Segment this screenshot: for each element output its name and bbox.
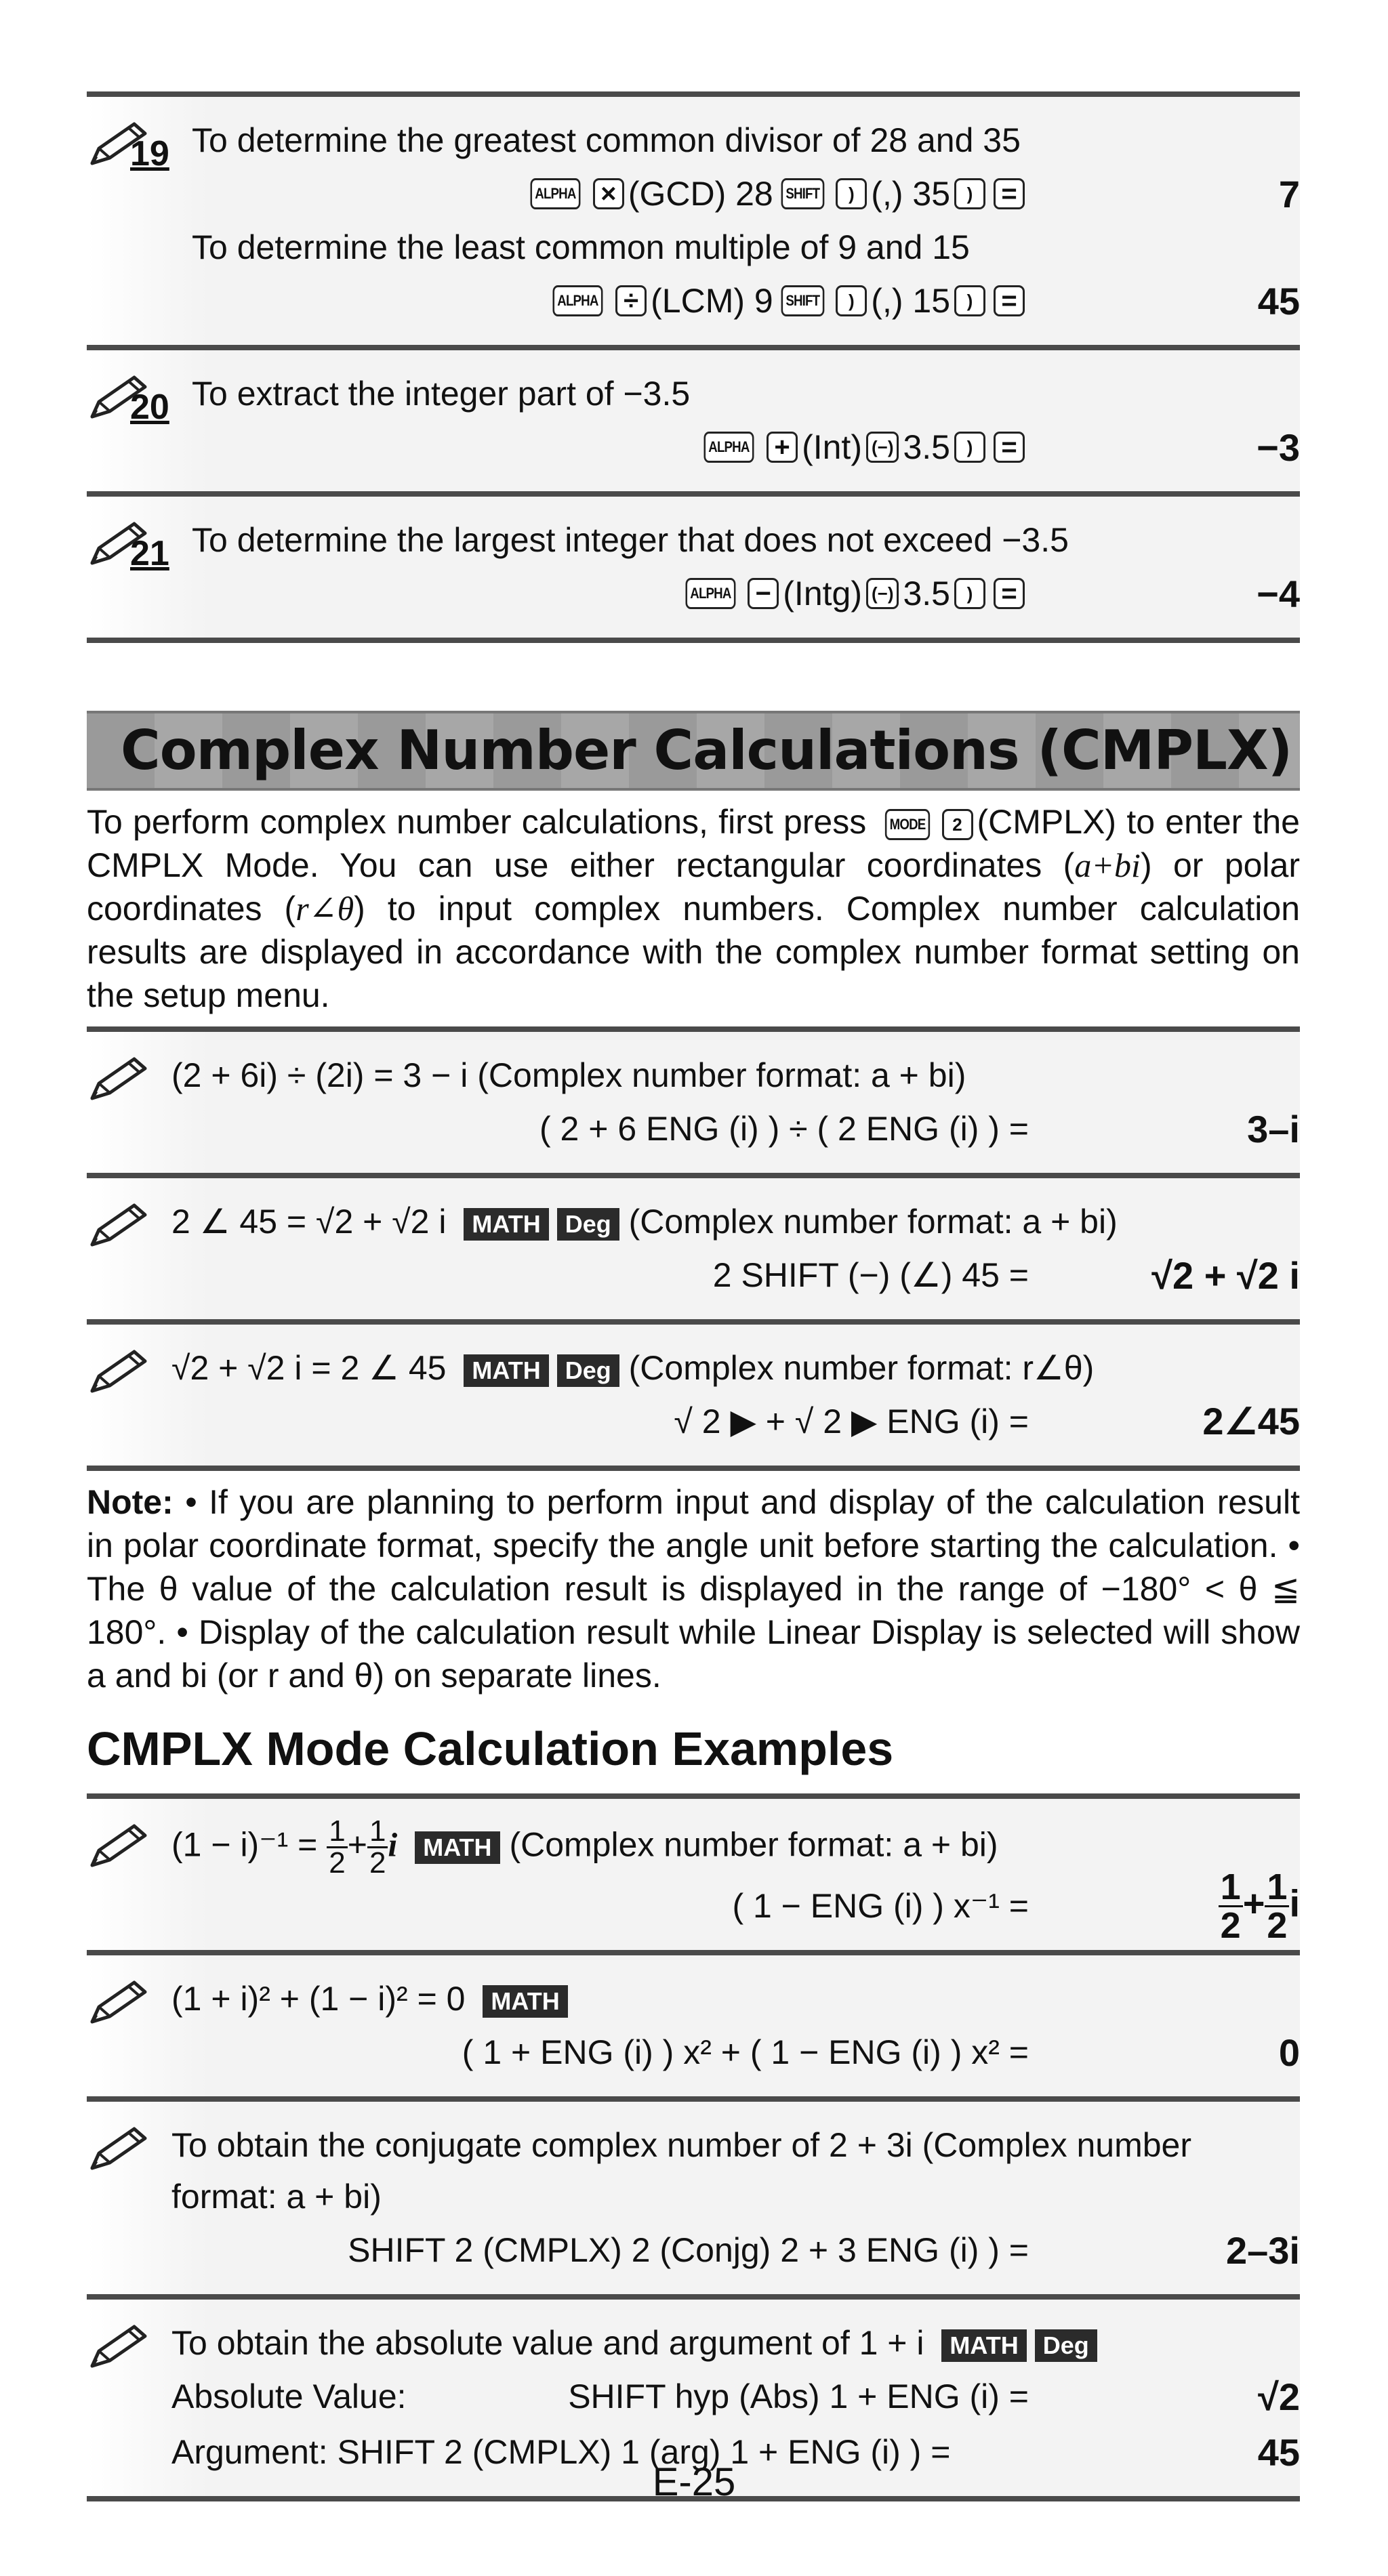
divider bbox=[87, 1950, 1300, 1955]
format-note: (Complex number format: a + bi) bbox=[628, 1203, 1118, 1241]
intro-math: a+bi bbox=[1074, 846, 1141, 884]
alpha-key: ALPHA bbox=[685, 578, 735, 609]
intro-text: (CMPLX) to enter the CMPLX Mode. You can use either rectangular coordinates ( bbox=[87, 803, 1300, 884]
key-text: ( 1 + ENG (i) ) x² + ( 1 − ENG (i) ) x² = bbox=[462, 2033, 1029, 2071]
paren-key: ) bbox=[954, 578, 985, 609]
key-sequence bbox=[192, 566, 1300, 621]
two-key: 2 bbox=[942, 809, 973, 840]
key-text: SHIFT 2 (CMPLX) 1 (arg) 1 + ENG (i) ) = bbox=[337, 2433, 951, 2471]
paren-key: ) bbox=[954, 178, 985, 209]
pencil-icon bbox=[87, 1980, 155, 2027]
denominator: 2 bbox=[369, 1846, 386, 1879]
divider bbox=[87, 1173, 1300, 1178]
example-description bbox=[171, 2317, 1300, 2369]
pencil-icon bbox=[87, 2126, 155, 2174]
pencil-icon bbox=[87, 2324, 155, 2371]
result: −4 bbox=[1257, 572, 1300, 615]
deg-badge: Deg bbox=[557, 1208, 619, 1241]
deg-badge: Deg bbox=[1035, 2329, 1097, 2362]
key-text: (Int) bbox=[802, 428, 862, 466]
key-text: (Intg) bbox=[783, 575, 862, 612]
key-text: (LCM) 9 bbox=[651, 282, 773, 320]
shift-key: SHIFT bbox=[781, 178, 823, 209]
cmplx-example-2 bbox=[87, 1955, 1300, 2096]
cmplx-example-3 bbox=[87, 2102, 1300, 2294]
result: 7 bbox=[1278, 172, 1300, 215]
example-19 bbox=[87, 97, 1300, 345]
key-sequence bbox=[171, 1101, 1300, 1157]
key-text: ( 2 + 6 ENG (i) ) ÷ ( 2 ENG (i) ) = bbox=[539, 1110, 1029, 1148]
key-text: SHIFT hyp (Abs) 1 + ENG (i) = bbox=[568, 2377, 1029, 2415]
key-sequence bbox=[192, 166, 1300, 222]
result: √2 + √2 i bbox=[1151, 1253, 1300, 1297]
key-sequence bbox=[171, 1247, 1300, 1303]
format-note: (Complex number format: r∠θ) bbox=[628, 1349, 1095, 1387]
mode-key: MODE bbox=[884, 809, 929, 840]
example-number: 21 bbox=[130, 534, 169, 573]
subheading: CMPLX Mode Calculation Examples bbox=[87, 1722, 894, 1775]
key-sequence bbox=[171, 2024, 1300, 2080]
alpha-key: ALPHA bbox=[704, 432, 754, 463]
example-description bbox=[171, 1050, 1300, 1101]
divider bbox=[87, 1466, 1300, 1471]
paren-key: ) bbox=[954, 285, 985, 316]
pencil-icon bbox=[87, 1349, 155, 1396]
paren-key: ) bbox=[836, 285, 867, 316]
pencil-icon bbox=[87, 1203, 155, 1250]
paren-key: ) bbox=[836, 178, 867, 209]
key-sequence bbox=[192, 273, 1300, 329]
fraction bbox=[367, 1816, 388, 1878]
complex-example-1 bbox=[87, 1032, 1300, 1173]
example-description: To extract the integer part of −3.5 bbox=[192, 375, 691, 413]
denominator: 2 bbox=[1267, 1905, 1288, 1946]
result: 0 bbox=[1278, 2031, 1300, 2074]
section-banner bbox=[87, 711, 1300, 791]
complex-example-2 bbox=[87, 1178, 1300, 1319]
denominator: 2 bbox=[329, 1846, 346, 1879]
divider bbox=[87, 345, 1300, 350]
divider bbox=[87, 638, 1300, 643]
result: 45 bbox=[1257, 279, 1300, 323]
example-21 bbox=[87, 497, 1300, 638]
key-text: 3.5 bbox=[903, 575, 950, 612]
result-fraction bbox=[1219, 1866, 1243, 1946]
alpha-key: ALPHA bbox=[553, 285, 603, 316]
expression: √2 + √2 i = 2 ∠ 45 bbox=[171, 1349, 447, 1387]
math-badge: MATH bbox=[415, 1831, 499, 1864]
numerator: 1 bbox=[1265, 1869, 1289, 1907]
divider bbox=[87, 491, 1300, 497]
pencil-icon bbox=[87, 1056, 155, 1104]
format-note: (Complex number format: a + bi) bbox=[477, 1056, 966, 1094]
key-text: ( 1 − ENG (i) ) x⁻¹ = bbox=[732, 1887, 1029, 1925]
section-title: Complex Number Calculations (CMPLX) bbox=[121, 719, 1292, 782]
example-description: To determine the least common multiple of 9 and 15 bbox=[192, 228, 970, 266]
equals-key: = bbox=[994, 285, 1025, 316]
math-badge: MATH bbox=[464, 1208, 548, 1241]
equals-key: = bbox=[994, 432, 1025, 463]
expression: 2 ∠ 45 = √2 + √2 i bbox=[171, 1203, 447, 1241]
expression: (1 + i)² + (1 − i)² = 0 bbox=[171, 1980, 466, 2018]
divider bbox=[87, 2294, 1300, 2300]
manual-page bbox=[87, 91, 1300, 2501]
complex-example-3 bbox=[87, 1325, 1300, 1466]
negative-key: (−) bbox=[866, 578, 899, 609]
key-text: (GCD) 28 bbox=[628, 175, 773, 213]
divide-key: ÷ bbox=[615, 285, 647, 316]
example-description bbox=[171, 1973, 1300, 2024]
result-imag: i bbox=[1289, 1881, 1300, 1924]
result: $\frac{1}{2}$ + $\frac{1}{2}$ i bbox=[1219, 1869, 1300, 1944]
paren-key: ) bbox=[954, 432, 985, 463]
key-text: 3.5 bbox=[903, 428, 950, 466]
intro-text: ) to input complex numbers. Complex number calculation results are displayed in accordance with the complex number format setting on the setup menu. bbox=[87, 890, 1300, 1014]
shift-key: SHIFT bbox=[781, 285, 823, 316]
result: √2 bbox=[1258, 2375, 1300, 2418]
alpha-key: ALPHA bbox=[531, 178, 581, 209]
intro-text: To perform complex number calculations, first press bbox=[87, 803, 867, 841]
numerator: 1 bbox=[1219, 1869, 1243, 1907]
format-note: (Complex number format: a + bi) bbox=[509, 1825, 998, 1864]
divider bbox=[87, 1026, 1300, 1032]
math-badge: MATH bbox=[464, 1354, 548, 1387]
divider bbox=[87, 1793, 1300, 1799]
result-fraction bbox=[1265, 1866, 1289, 1946]
key-sequence bbox=[171, 1866, 1300, 1946]
divider bbox=[87, 2096, 1300, 2102]
divider bbox=[87, 91, 1300, 97]
expression: (2 + 6i) ÷ (2i) = 3 − i bbox=[171, 1056, 468, 1094]
negative-key: (−) bbox=[866, 432, 899, 463]
example-number: 20 bbox=[130, 388, 169, 427]
key-sequence bbox=[171, 1394, 1300, 1449]
numerator: 1 bbox=[367, 1816, 388, 1848]
fraction bbox=[327, 1816, 347, 1878]
result: 2∠45 bbox=[1202, 1400, 1300, 1442]
math-badge: MATH bbox=[483, 1985, 567, 2018]
example-description: To obtain the conjugate complex number of 2 + 3i (Complex number bbox=[171, 2126, 1192, 2164]
example-20 bbox=[87, 350, 1300, 491]
key-text: (,) 35 bbox=[871, 175, 950, 213]
result: −3 bbox=[1257, 425, 1300, 469]
equals-key: = bbox=[994, 178, 1025, 209]
abs-label: Absolute Value: bbox=[171, 2377, 407, 2415]
note-text: • If you are planning to perform input and display of the calculation result in polar coordinate format, specify the angle unit before starting the calculation. • The θ value of the calculation result is displayed in the range of −180° < θ ≦ 180°. • Display of the calculation result while Linear Display is selected will show a and bi (or r and θ) on separate lines. bbox=[87, 1483, 1300, 1695]
deg-badge: Deg bbox=[557, 1354, 619, 1387]
math-badge: MATH bbox=[941, 2329, 1026, 2362]
equals-key: = bbox=[994, 578, 1025, 609]
note-label: Note: bbox=[87, 1483, 174, 1521]
key-text: √ 2 ▶ + √ 2 ▶ ENG (i) = bbox=[674, 1403, 1029, 1440]
key-sequence bbox=[192, 419, 1300, 475]
intro-paragraph bbox=[87, 800, 1300, 1017]
abs-key-sequence bbox=[171, 2369, 1300, 2424]
multiply-key: × bbox=[593, 178, 624, 209]
result: 45 bbox=[1257, 2430, 1300, 2474]
example-description: format: a + bi) bbox=[171, 2178, 382, 2216]
key-sequence bbox=[171, 2222, 1300, 2278]
pencil-icon bbox=[87, 1823, 155, 1871]
key-text: 2 SHIFT (−) (∠) 45 = bbox=[712, 1256, 1029, 1294]
note-paragraph bbox=[87, 1480, 1300, 1697]
example-description: To determine the greatest common divisor of 28 and 35 bbox=[192, 121, 1021, 159]
key-text: SHIFT 2 (CMPLX) 2 (Conjg) 2 + 3 ENG (i) ) = bbox=[348, 2231, 1029, 2269]
expression: To obtain the absolute value and argument of 1 + i bbox=[171, 2324, 924, 2362]
denominator: 2 bbox=[1220, 1905, 1241, 1946]
example-description bbox=[171, 1342, 1300, 1394]
result: 2–3i bbox=[1226, 2228, 1300, 2272]
arg-label: Argument: bbox=[171, 2433, 328, 2471]
key-text: (,) 15 bbox=[871, 282, 950, 320]
plus-key: + bbox=[767, 432, 798, 463]
expression: (1 − i)⁻¹ = bbox=[171, 1825, 318, 1864]
example-description: To determine the largest integer that does not exceed −3.5 bbox=[192, 521, 1069, 559]
minus-key: − bbox=[748, 578, 779, 609]
page-number: E-25 bbox=[652, 2460, 736, 2504]
intro-math: r∠θ bbox=[295, 890, 354, 928]
cmplx-example-1 bbox=[87, 1799, 1300, 1950]
example-description bbox=[171, 1196, 1300, 1247]
intro-text: ) or polar coordinates ( bbox=[87, 846, 1300, 928]
example-description: (1 − i)⁻¹ = $\frac{1}{2}$ + $\frac{1}{2}$ i MATH (Complex number format: a + bi) bbox=[171, 1814, 998, 1879]
result: 3–i bbox=[1247, 1107, 1300, 1150]
divider bbox=[87, 1319, 1300, 1325]
numerator: 1 bbox=[327, 1816, 347, 1848]
example-number: 19 bbox=[130, 134, 169, 173]
